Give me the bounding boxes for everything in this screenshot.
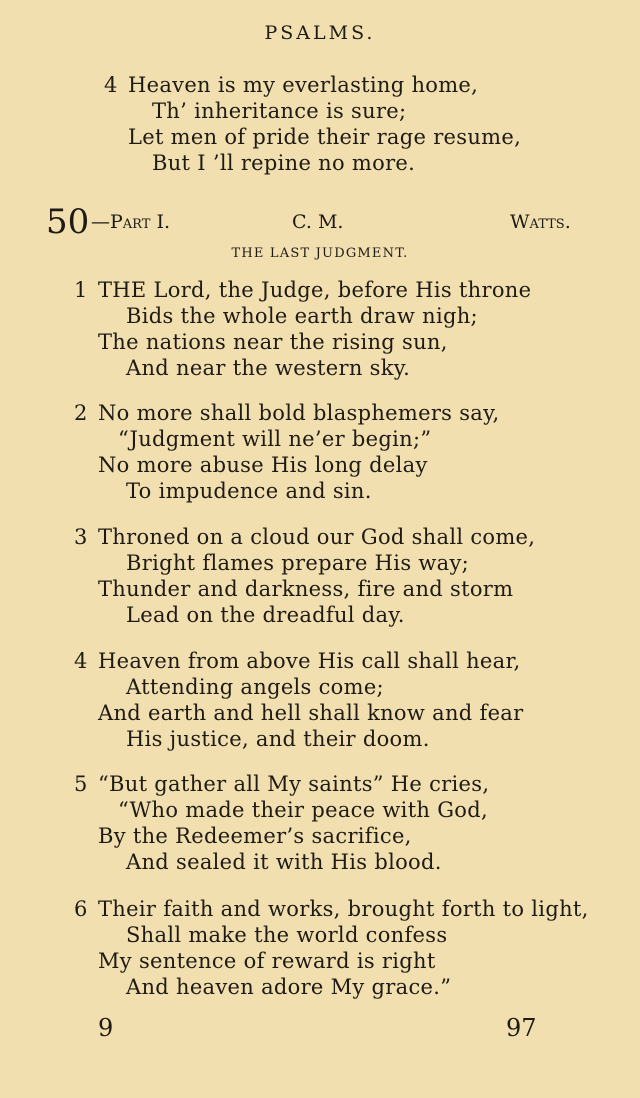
verse-line: Attending angels come; xyxy=(126,675,384,699)
verse-line: To impudence and sin. xyxy=(126,479,372,503)
verse-line: And heaven adore My grace.” xyxy=(126,975,452,999)
verse-line: Their faith and works, brought forth to light, xyxy=(98,897,589,921)
verse-number: 5 xyxy=(74,772,88,796)
verse-number: 2 xyxy=(74,401,88,425)
verse-line: THE Lord, the Judge, before His throne xyxy=(98,278,532,302)
verse-number: 3 xyxy=(74,525,88,549)
verse-number: 1 xyxy=(74,278,88,302)
verse-line: Shall make the world confess xyxy=(126,923,448,947)
verse-line: And near the western sky. xyxy=(126,356,411,380)
running-head: PSALMS. xyxy=(264,22,376,44)
verse-number: 6 xyxy=(74,897,88,921)
hymn-author: Watts. xyxy=(510,211,571,233)
verse-line: Heaven from above His call shall hear, xyxy=(98,649,521,673)
hymn-title: THE LAST JUDGMENT. xyxy=(231,246,409,261)
verse-number: 4 xyxy=(74,649,88,673)
verse-line: “But gather all My saints” He cries, xyxy=(98,772,490,796)
verse-line: Bright flames prepare His way; xyxy=(126,551,470,575)
signature-mark: 9 xyxy=(98,1014,114,1042)
verse-line: But I ’ll repine no more. xyxy=(152,151,416,175)
verse-line: The nations near the rising sun, xyxy=(98,330,448,354)
hymn-header xyxy=(0,202,640,242)
hymn-meter: C. M. xyxy=(292,211,344,233)
verse-line: And sealed it with His blood. xyxy=(126,850,442,874)
verse-number: 4 xyxy=(104,73,118,97)
verse-line: Heaven is my everlasting home, xyxy=(128,73,479,97)
page-number: 97 xyxy=(506,1014,537,1042)
verse-line: “Who made their peace with God, xyxy=(118,798,488,822)
hymn-number: 50 xyxy=(46,202,90,242)
verse-line: And earth and hell shall know and fear xyxy=(98,701,524,725)
verse-line: Let men of pride their rage resume, xyxy=(128,125,522,149)
verse-line: Throned on a cloud our God shall come, xyxy=(98,525,536,549)
verse-line: By the Redeemer’s sacrifice, xyxy=(98,824,412,848)
hymn-part: —Part I. xyxy=(91,211,170,233)
verse-line: Thunder and darkness, fire and storm xyxy=(98,577,514,601)
verse-line: Th’ inheritance is sure; xyxy=(152,99,407,123)
verse-line: No more abuse His long delay xyxy=(98,453,428,477)
verse-line: Bids the whole earth draw nigh; xyxy=(126,304,478,328)
verse-line: No more shall bold blasphemers say, xyxy=(98,401,500,425)
verse-line: Lead on the dreadful day. xyxy=(126,603,405,627)
verse-line: “Judgment will ne’er begin;” xyxy=(118,427,432,451)
verse-line: My sentence of reward is right xyxy=(98,949,436,973)
verse-line: His justice, and their doom. xyxy=(126,727,430,751)
